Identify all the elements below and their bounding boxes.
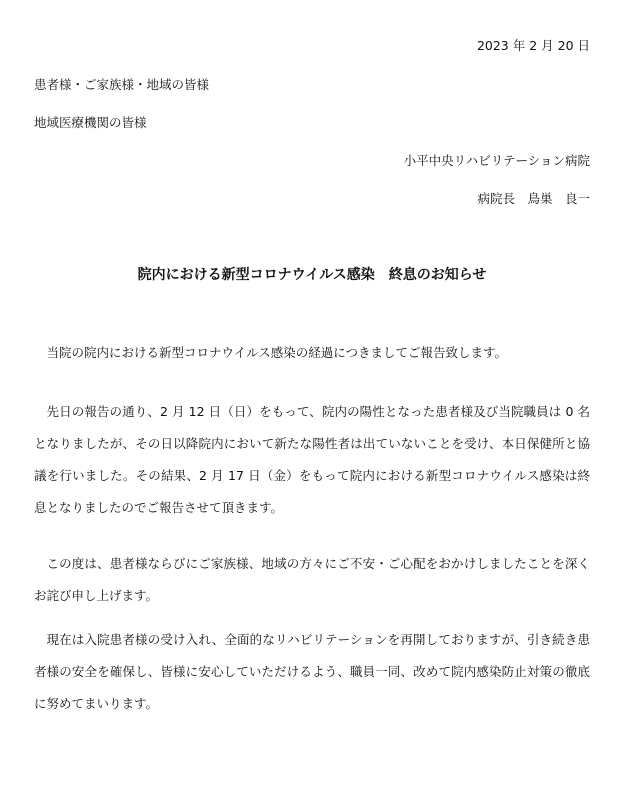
paragraph-intro: 当院の院内における新型コロナウイルス感染の経過につきましてご報告致します。 <box>46 345 508 360</box>
paragraph-apology: この度は、患者様ならびにご家族様、地域の方々にご不安・ご心配をおかけしましたことを深くお詫び申し上げます。 <box>34 556 590 603</box>
document-date: 2023 年 2 月 20 日 <box>476 38 590 53</box>
sender-organization: 小平中央リハビリテーション病院 <box>403 153 590 168</box>
recipient-public: 患者様・ご家族様・地域の皆様 <box>34 77 210 92</box>
paragraph-current-status: 現在は入院患者様の受け入れ、全面的なリハビリテーションを再開しておりますが、引き続き患者様の安全を確保し、皆様に安心していただけるよう、職員一同、改めて院内感染防止対策の徹底に努めてまいります。 <box>34 632 590 711</box>
recipient-medical-institutions: 地域医療機関の皆様 <box>34 115 147 130</box>
paragraph-report: 先日の報告の通り、2 月 12 日（日）をもって、院内の陽性となった患者様及び当院職員は 0 名となりましたが、その日以降院内において新たな陽性者は出ていないことを受け、本日保健所と協議を行いました。その結果、2 月 17 日（金）をもって院内における新型コロナウイルス感染は終息となりましたのでご報告させて頂きます。 <box>34 404 590 515</box>
notice-title: 院内における新型コロナウイルス感染 終息のお知らせ <box>137 267 487 283</box>
sender-name: 病院長 鳥巣 良一 <box>477 191 590 206</box>
